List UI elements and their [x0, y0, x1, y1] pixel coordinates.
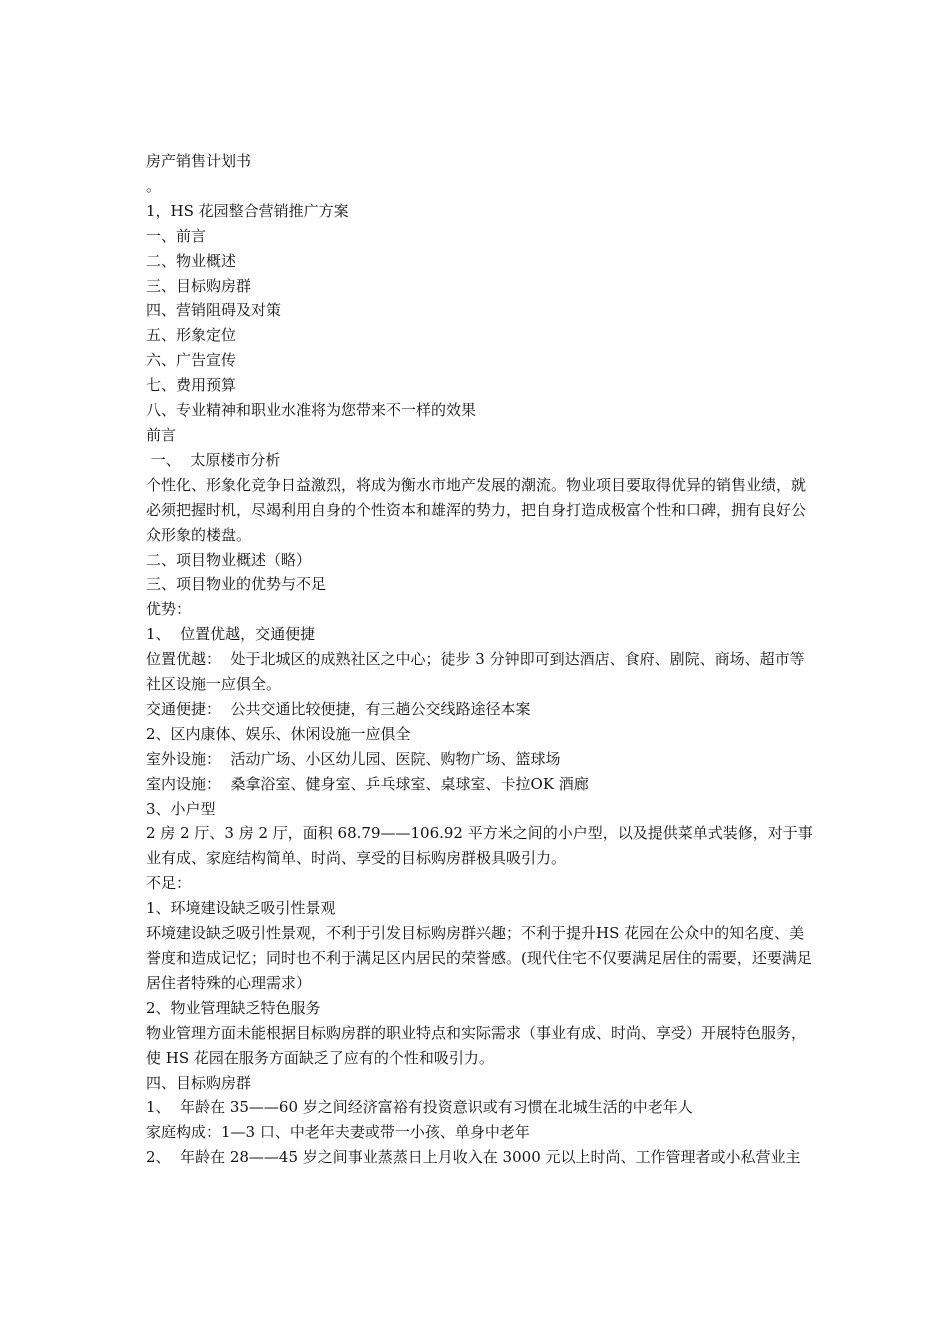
section-heading: 1，HS 花园整合营销推广方案: [146, 201, 349, 220]
section-heading: 前言: [146, 425, 177, 444]
paragraph: 位置优越： 处于北城区的成熟社区之中心；徒步 3 分钟即可到达酒店、食府、剧院、商场、超市等社区设施一应俱全。: [146, 650, 805, 694]
paragraph: 物业管理方面未能根据目标购房群的职业特点和实际需求（事业有成、时尚、享受）开展特色服务，使 HS 花园在服务方面缺乏了应有的个性和吸引力。: [146, 1023, 807, 1067]
toc-item: 六、广告宣传: [146, 351, 237, 370]
list-item: 1、 位置优越，交通便捷: [146, 625, 316, 644]
toc-item: 四、营销阻碍及对策: [146, 301, 282, 320]
list-item: 2、 年龄在 28——45 岁之间事业蒸蒸日上月收入在 3000 元以上时尚、工作管理者或小私营业主: [146, 1148, 801, 1167]
subsection-heading: 二、项目物业概述（略）: [146, 550, 312, 569]
toc-item: 三、目标购房群: [146, 276, 252, 295]
subsection-heading: 一、 太原楼市分析: [146, 450, 281, 469]
paragraph: 2 房 2 厅、3 房 2 厅，面积 68.79——106.92 平方米之间的小户型，以及提供菜单式装修，对于事业有成、家庭结构简单、时尚、享受的目标购房群极具吸引力。: [146, 824, 813, 868]
toc-item: 八、专业精神和职业水准将为您带来不一样的效果: [146, 401, 477, 420]
list-item: 1、环境建设缺乏吸引性景观: [146, 899, 336, 918]
text-line: 。: [146, 176, 162, 195]
paragraph: 室外设施： 活动广场、小区幼儿园、医院、购物广场、篮球场: [146, 749, 561, 768]
label-line: 优势：: [146, 600, 192, 619]
paragraph: 个性化、形象化竞争日益激烈，将成为衡水市地产发展的潮流。物业项目要取得优异的销售业绩，就必须把握时机，尽竭利用自身的个性资本和雄浑的势力，把自身打造成极富个性和口碑，拥有良好公众形象的楼盘。: [146, 475, 807, 544]
list-item: 2、区内康体、娱乐、休闲设施一应俱全: [146, 724, 411, 743]
toc-item: 五、形象定位: [146, 326, 237, 345]
list-item: 2、物业管理缺乏特色服务: [146, 998, 321, 1017]
list-item: 1、 年龄在 35——60 岁之间经济富裕有投资意识或有习惯在北城生活的中老年人: [146, 1098, 693, 1117]
paragraph: 家庭构成：1—3 口、中老年夫妻或带一小孩、单身中老年: [146, 1123, 530, 1142]
toc-item: 二、物业概述: [146, 251, 237, 270]
label-line: 不足：: [146, 874, 192, 893]
toc-item: 一、前言: [146, 226, 207, 245]
paragraph: 环境建设缺乏吸引性景观，不利于引发目标购房群兴趣；不利于提升HS 花园在公众中的知名度、美誉度和造成记忆；同时也不利于满足区内居民的荣誉感。(现代住宅不仅要满足居住的需要，还要满足居住者特殊的心理需求）: [146, 924, 812, 992]
subsection-heading: 三、项目物业的优势与不足: [146, 575, 327, 594]
subsection-heading: 四、目标购房群: [146, 1073, 252, 1092]
document-title: 房产销售计划书: [146, 152, 252, 170]
toc-item: 七、费用预算: [146, 376, 237, 395]
paragraph: 室内设施： 桑拿浴室、健身室、乒乓球室、桌球室、卡拉OK 酒廊: [146, 774, 589, 793]
list-item: 3、小户型: [146, 799, 216, 818]
document-body: [146, 149, 814, 1170]
paragraph: 交通便捷： 公共交通比较便捷，有三趟公交线路途径本案: [146, 699, 531, 718]
